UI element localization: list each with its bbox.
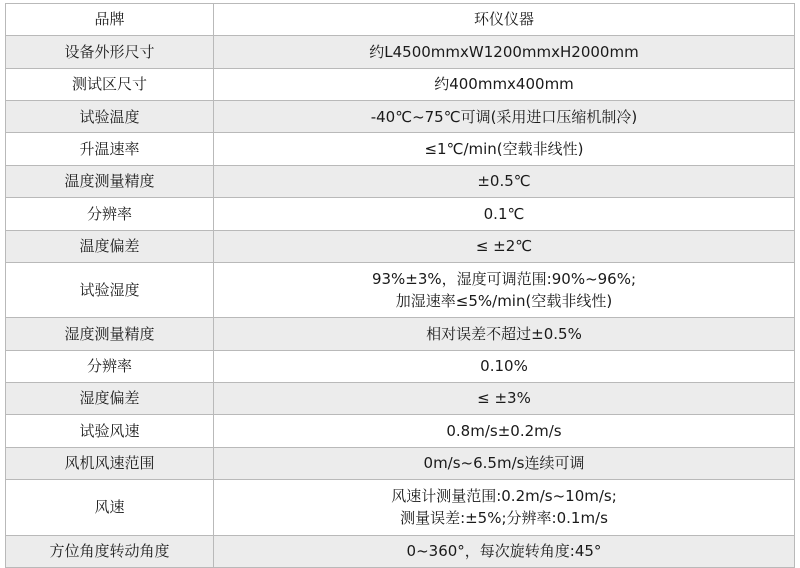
- row-value: [214, 230, 795, 262]
- value-line: ±0.5℃: [477, 172, 531, 191]
- value-line: 0~360°，每次旋转角度:45°: [406, 542, 602, 561]
- row-value: [214, 383, 795, 415]
- value-line: ≤ ±3%: [477, 389, 531, 408]
- table-row: [6, 350, 795, 382]
- value-line: 测量误差:±5%;分辨率:0.1m/s: [400, 509, 608, 528]
- row-label: 试验温度: [6, 101, 214, 133]
- table-row: [6, 68, 795, 100]
- value-line: 0.10%: [480, 357, 528, 376]
- table-row: [6, 133, 795, 165]
- row-label: 风速: [6, 480, 214, 535]
- value-line: 0m/s~6.5m/s连续可调: [423, 454, 585, 473]
- row-value: [214, 165, 795, 197]
- row-value: [214, 262, 795, 317]
- row-label: 试验风速: [6, 415, 214, 447]
- row-label: 方位角度转动角度: [6, 535, 214, 567]
- row-label: 升温速率: [6, 133, 214, 165]
- table-row: [6, 383, 795, 415]
- table-row: [6, 415, 795, 447]
- row-label: 温度测量精度: [6, 165, 214, 197]
- table-row: [6, 101, 795, 133]
- row-value: [214, 480, 795, 535]
- table-row: [6, 4, 795, 36]
- row-label: 风机风速范围: [6, 447, 214, 479]
- table-row: [6, 318, 795, 350]
- row-label: 试验湿度: [6, 262, 214, 317]
- row-value: [214, 68, 795, 100]
- value-line: ≤ ±2℃: [475, 236, 533, 255]
- value-line: 0.8m/s±0.2m/s: [446, 421, 562, 440]
- row-value: [214, 198, 795, 230]
- row-label: 湿度测量精度: [6, 318, 214, 350]
- row-value: [214, 4, 795, 36]
- row-value: [214, 447, 795, 479]
- row-value: [214, 36, 795, 68]
- row-label: 分辨率: [6, 350, 214, 382]
- row-value: [214, 101, 795, 133]
- table-row: [6, 165, 795, 197]
- value-line: 约L4500mmxW1200mmxH2000mm: [369, 42, 639, 61]
- value-line: 环仪仪器: [473, 10, 534, 29]
- table-body: [6, 4, 795, 568]
- table-row: [6, 480, 795, 535]
- row-label: 分辨率: [6, 198, 214, 230]
- row-value: [214, 350, 795, 382]
- specification-table: [5, 3, 795, 568]
- table-row: [6, 198, 795, 230]
- row-label: 设备外形尺寸: [6, 36, 214, 68]
- row-value: [214, 415, 795, 447]
- table-row: [6, 262, 795, 317]
- value-line: 0.1℃: [483, 204, 525, 223]
- table-row: [6, 36, 795, 68]
- row-label: 温度偏差: [6, 230, 214, 262]
- value-line: 约400mmx400mm: [434, 75, 574, 94]
- table-row: [6, 535, 795, 567]
- table-row: [6, 230, 795, 262]
- value-line: 93%±3%，湿度可调范围:90%~96%;: [371, 269, 637, 288]
- row-value: [214, 535, 795, 567]
- value-line: -40℃~75℃可调(采用进口压缩机制冷): [370, 107, 638, 126]
- row-label: 湿度偏差: [6, 383, 214, 415]
- value-line: 相对误差不超过±0.5%: [426, 324, 582, 343]
- row-label: 品牌: [6, 4, 214, 36]
- value-line: 加湿速率≤5%/min(空载非线性): [395, 292, 613, 311]
- row-value: [214, 133, 795, 165]
- value-line: 风速计测量范围:0.2m/s~10m/s;: [391, 486, 617, 505]
- value-line: ≤1℃/min(空载非线性): [424, 139, 584, 158]
- table-row: [6, 447, 795, 479]
- row-value: [214, 318, 795, 350]
- row-label: 测试区尺寸: [6, 68, 214, 100]
